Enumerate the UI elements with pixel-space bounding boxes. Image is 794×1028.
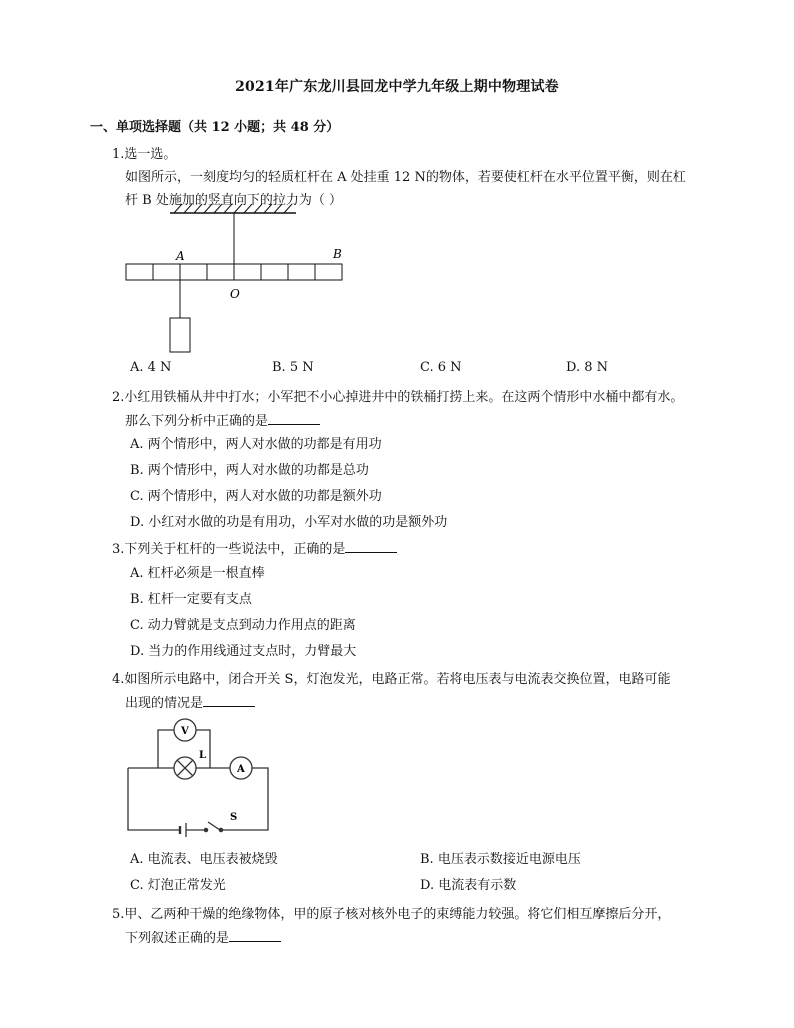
option-d: D. 当力的作用线通过支点时，力臂最大	[130, 644, 357, 659]
option-a: A. 两个情形中，两人对水做的功都是有用功	[130, 437, 382, 452]
question-text: 如图所示电路中，闭合开关 S，灯泡发光，电路正常。若将电压表与电流表交换位置，电路可能	[124, 672, 671, 687]
question-1-head	[112, 143, 176, 162]
label-a: A	[176, 249, 185, 263]
question-5-line1	[112, 903, 670, 922]
option-a: A. 电流表、电压表被烧毁	[130, 852, 278, 867]
label-a: A	[237, 764, 245, 775]
question-2-line1	[112, 386, 683, 405]
question-text: 下列关于杠杆的一些说法中，正确的是	[124, 542, 346, 557]
question-text: 小红用铁桶从井中打水；小军把不小心掉进井中的铁桶打捞上来。在这两个情形中水桶中都有水。	[124, 390, 684, 405]
label-l: L	[199, 750, 207, 761]
label-v: V	[181, 726, 189, 737]
question-4-line2	[125, 692, 255, 711]
option-c: C. 6 N	[420, 360, 462, 375]
option-b: B. 电压表示数接近电源电压	[420, 852, 581, 867]
question-number: 1.	[112, 147, 125, 162]
question-5-line2	[125, 927, 281, 946]
label-o: O	[230, 287, 240, 301]
question-1-line1: 如图所示，一刻度均匀的轻质杠杆在 A 处挂重 12 N的物体，若要使杠杆在水平位置平衡，则在杠	[125, 170, 686, 185]
answer-blank	[229, 929, 281, 942]
option-c: C. 动力臂就是支点到动力作用点的距离	[130, 618, 356, 633]
option-b: B. 杠杆一定要有支点	[130, 592, 252, 607]
option-c: C. 两个情形中，两人对水做的功都是额外功	[130, 489, 382, 504]
question-2-line2	[125, 410, 320, 429]
question-4-line1	[112, 668, 670, 687]
answer-blank	[345, 540, 397, 553]
answer-blank	[203, 694, 255, 707]
option-a: A. 4 N	[130, 360, 172, 375]
page-title: 2021年广东龙川县回龙中学九年级上期中物理试卷	[235, 79, 559, 95]
question-text: 出现的情况是	[125, 696, 204, 711]
question-text: 选一选。	[124, 147, 177, 162]
label-s: S	[230, 812, 238, 823]
option-b: B. 5 N	[272, 360, 314, 375]
option-d: D. 8 N	[566, 360, 609, 375]
answer-blank	[268, 412, 320, 425]
option-c: C. 灯泡正常发光	[130, 878, 226, 893]
question-number: 3.	[112, 542, 125, 557]
option-b: B. 两个情形中，两人对水做的功都是总功	[130, 463, 369, 478]
question-3-line1	[112, 538, 397, 557]
question-1-line2: 杆 B 处施加的竖直向下的拉力为（ ）	[125, 193, 342, 208]
question-text: 那么下列分析中正确的是	[125, 414, 269, 429]
label-b: B	[333, 247, 342, 261]
question-text: 下列叙述正确的是	[125, 931, 230, 946]
circuit-figure	[124, 712, 274, 840]
question-text: 甲、乙两种干燥的绝缘物体，甲的原子核对核外电子的束缚能力较强。将它们相互摩擦后分开，	[124, 907, 671, 922]
section-heading: 一、单项选择题（共 12 小题；共 48 分）	[90, 120, 340, 135]
question-number: 5.	[112, 907, 125, 922]
question-number: 2.	[112, 390, 125, 405]
option-d: D. 小红对水做的功是有用功，小军对水做的功是额外功	[130, 515, 448, 530]
option-a: A. 杠杆必须是一根直棒	[130, 566, 265, 581]
question-number: 4.	[112, 672, 125, 687]
lever-figure	[118, 200, 358, 360]
option-d: D. 电流表有示数	[420, 878, 517, 893]
